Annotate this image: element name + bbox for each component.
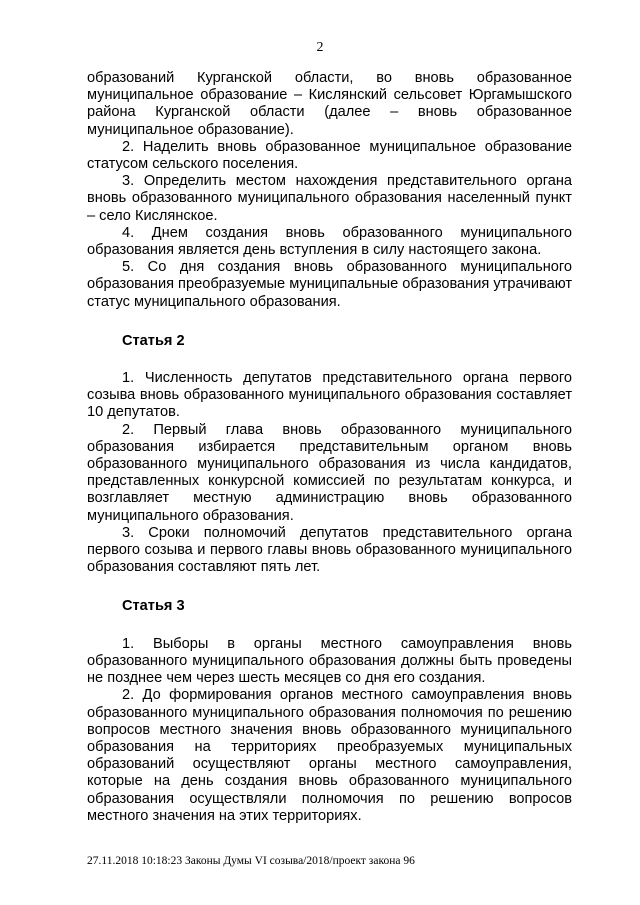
page-number: 2: [316, 40, 324, 55]
article-2-paragraph-1: 1. Численность депутатов представительного органа первого созыва вновь образованного муниципального образования составляет 10 депутатов.: [87, 370, 572, 421]
article-3-paragraph-2: 2. До формирования органов местного самоуправления вновь образованного муниципального образования полномочия по решению вопросов местного значения вновь образованного муниципального образования на территориях преобразуемых муниципальных образований осуществляют органы местного самоуправления, которые на день создания вновь образованного муниципального образования осуществляли полномочия по решению вопросов местного значения на этих территориях.: [87, 687, 572, 824]
article-2-heading: Статья 2: [122, 332, 185, 349]
intro-paragraph-continuation: образований Курганской области, во вновь образованное муниципальное образование – Кислянский сельсовет Юргамышского района Курганской области (далее – вновь образованное муниципальное образование).: [87, 70, 572, 138]
article-2-paragraph-2: 2. Первый глава вновь образованного муниципального образования избирается представительным органом вновь образованного муниципального образования из числа кандидатов, представленных конкурсной комиссией по результатам конкурса, и возглавляет местную администрацию вновь образованного муниципального образования.: [87, 421, 572, 524]
document-footer: 27.11.2018 10:18:23 Законы Думы VI созыва/2018/проект закона 96: [87, 855, 415, 867]
article-3-heading: Статья 3: [122, 598, 185, 615]
intro-paragraph-5: 5. Со дня создания вновь образованного муниципального образования преобразуемые муниципальные образования утрачивают статус муниципального образования.: [87, 259, 573, 310]
intro-paragraph-2: 2. Наделить вновь образованное муниципальное образование статусом сельского поселения.: [87, 138, 572, 173]
intro-paragraph-3: 3. Определить местом нахождения представительного органа вновь образованного муниципального образования населенный пункт – село Кислянское.: [87, 173, 572, 224]
intro-paragraph-4: 4. Днем создания вновь образованного муниципального образования является день вступления в силу настоящего закона.: [87, 224, 572, 259]
article-2-paragraph-3: 3. Сроки полномочий депутатов представительного органа первого созыва и первого главы вновь образованного муниципального образования составляют пять лет.: [87, 524, 572, 576]
document-body: [87, 70, 572, 825]
article-3-paragraph-1: 1. Выборы в органы местного самоуправления вновь образованного муниципального образования должны быть проведены не позднее чем через шесть месяцев со дня его создания.: [87, 635, 572, 687]
